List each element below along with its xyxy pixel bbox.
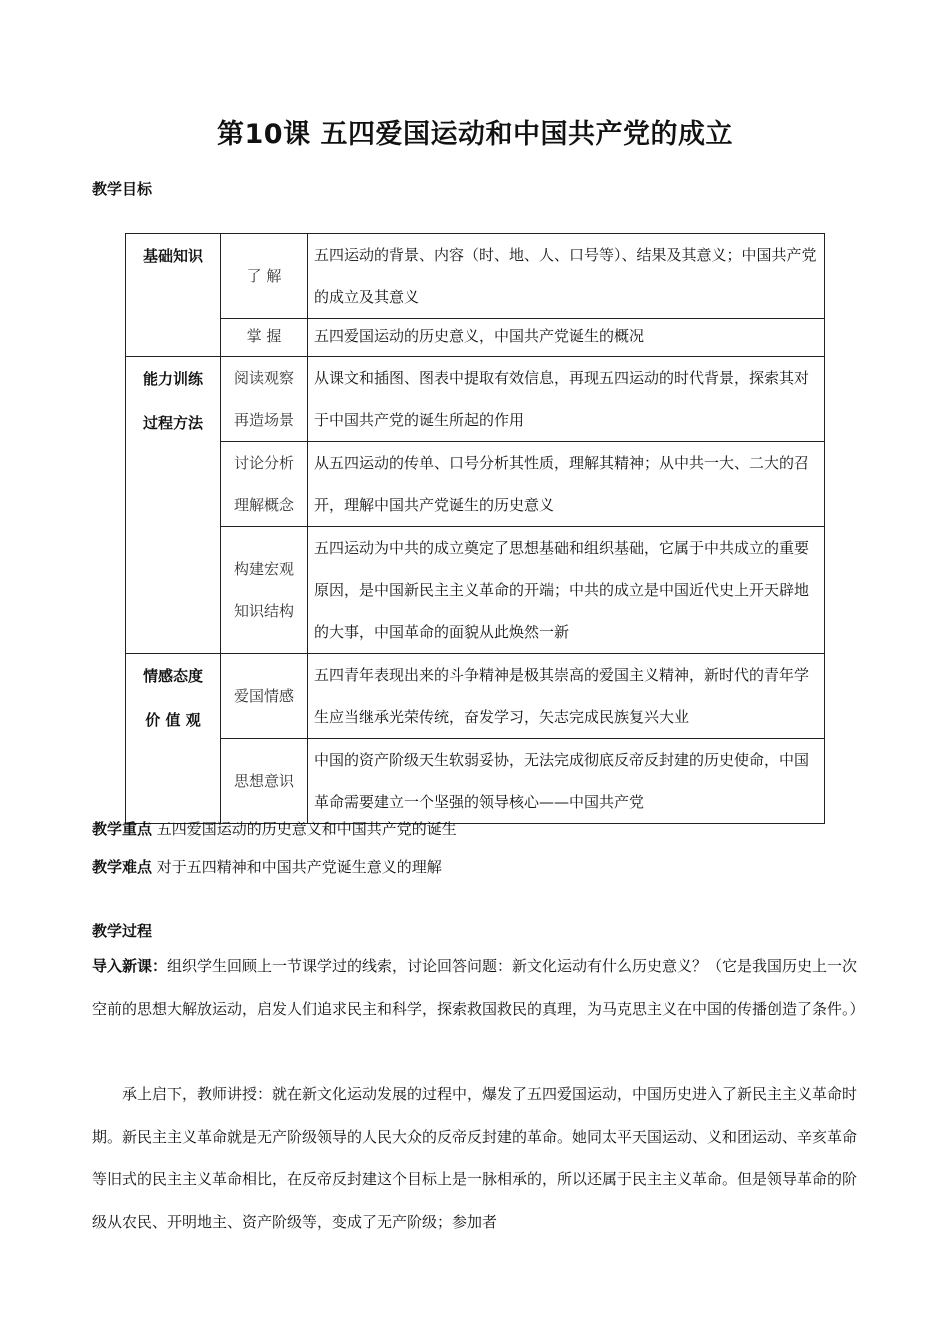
key-point-label: 教学重点: [92, 820, 153, 838]
sub-patriotism: 爱国情感: [221, 654, 308, 739]
lesson-title: 第10课 五四爱国运动和中国共产党的成立: [217, 119, 733, 150]
table-row: [126, 357, 825, 442]
key-point-line: [92, 818, 457, 839]
intro-label: 导入新课：: [92, 957, 168, 975]
category-ability-line2: 过程方法: [142, 414, 203, 432]
table-row: [126, 319, 825, 357]
desc-discussion: 从五四运动的传单、口号分析其性质，理解其精神；从中共一大、二大的召开，理解中国共产党诞生的历史意义: [308, 442, 825, 527]
desc-master: 五四爱国运动的历史意义，中国共产党诞生的概况: [308, 319, 825, 357]
intro-text: 组织学生回顾上一节课学过的线索，讨论回答问题：新文化运动有什么历史意义？（它是我国历史上一次空前的思想大解放运动，启发人们追求民主和科学，探索救国救民的真理，为马克思主义在中国的传播创造了条件。）: [92, 957, 865, 1018]
sub-understand: 了 解: [221, 234, 308, 319]
desc-reading: 从课文和插图、图表中提取有效信息，再现五四运动的时代背景，探索其对于中国共产党的诞生所起的作用: [308, 357, 825, 442]
desc-understand: 五四运动的背景、内容（时、地、人、口号等）、结果及其意义；中国共产党的成立及其意义: [308, 234, 825, 319]
table-row: [126, 442, 825, 527]
sub-reading: 阅读观察再造场景: [221, 357, 308, 442]
difficulty-text: 对于五四精神和中国共产党诞生意义的理解: [156, 858, 442, 876]
table-row: [126, 654, 825, 739]
category-emotion: [126, 654, 221, 824]
sub-structure: 构建宏观知识结构: [221, 527, 308, 654]
desc-patriotism: 五四青年表现出来的斗争精神是极其崇高的爱国主义精神，新时代的青年学生应当继承光荣传统，奋发学习，矢志完成民族复兴大业: [308, 654, 825, 739]
sub-ideology: 思想意识: [221, 739, 308, 824]
table-row: [126, 739, 825, 824]
process-heading: 教学过程: [92, 922, 153, 940]
objectives-table: [125, 233, 825, 824]
desc-structure: 五四运动为中共的成立奠定了思想基础和组织基础，它属于中共成立的重要原因，是中国新民主主义革命的开端；中共的成立是中国近代史上开天辟地的大事，中国革命的面貌从此焕然一新: [308, 527, 825, 654]
category-emotion-line1: 情感态度: [142, 667, 203, 685]
difficulty-label: 教学难点: [92, 858, 153, 876]
sub-discussion: 讨论分析理解概念: [221, 442, 308, 527]
category-ability: [126, 357, 221, 654]
category-basic: 基础知识: [126, 234, 221, 357]
objectives-heading: 教学目标: [92, 180, 153, 198]
key-point-text: 五四爱国运动的历史意义和中国共产党的诞生: [156, 820, 457, 838]
table-row: [126, 527, 825, 654]
difficulty-line: [92, 856, 442, 877]
table-row: [126, 234, 825, 319]
category-ability-line1: 能力训练: [142, 370, 203, 388]
sub-master: 掌 握: [221, 319, 308, 357]
lecture-paragraph: 承上启下，教师讲授：就在新文化运动发展的过程中，爆发了五四爱国运动，中国历史进入了新民主主义革命时期。新民主主义革命就是无产阶级领导的人民大众的反帝反封建的革命。她同太平天国运动、义和团运动、辛亥革命等旧式的民主主义革命相比，在反帝反封建这个目标上是一脉相承的，所以还属于民主主义革命。但是领导革命的阶级从农民、开明地主、资产阶级等，变成了无产阶级；参加者: [92, 1085, 858, 1231]
desc-ideology: 中国的资产阶级天生软弱妥协，无法完成彻底反帝反封建的历史使命，中国革命需要建立一个坚强的领导核心——中国共产党: [308, 739, 825, 824]
intro-paragraph: [92, 945, 865, 1030]
category-emotion-line2: 价 值 观: [145, 711, 201, 729]
